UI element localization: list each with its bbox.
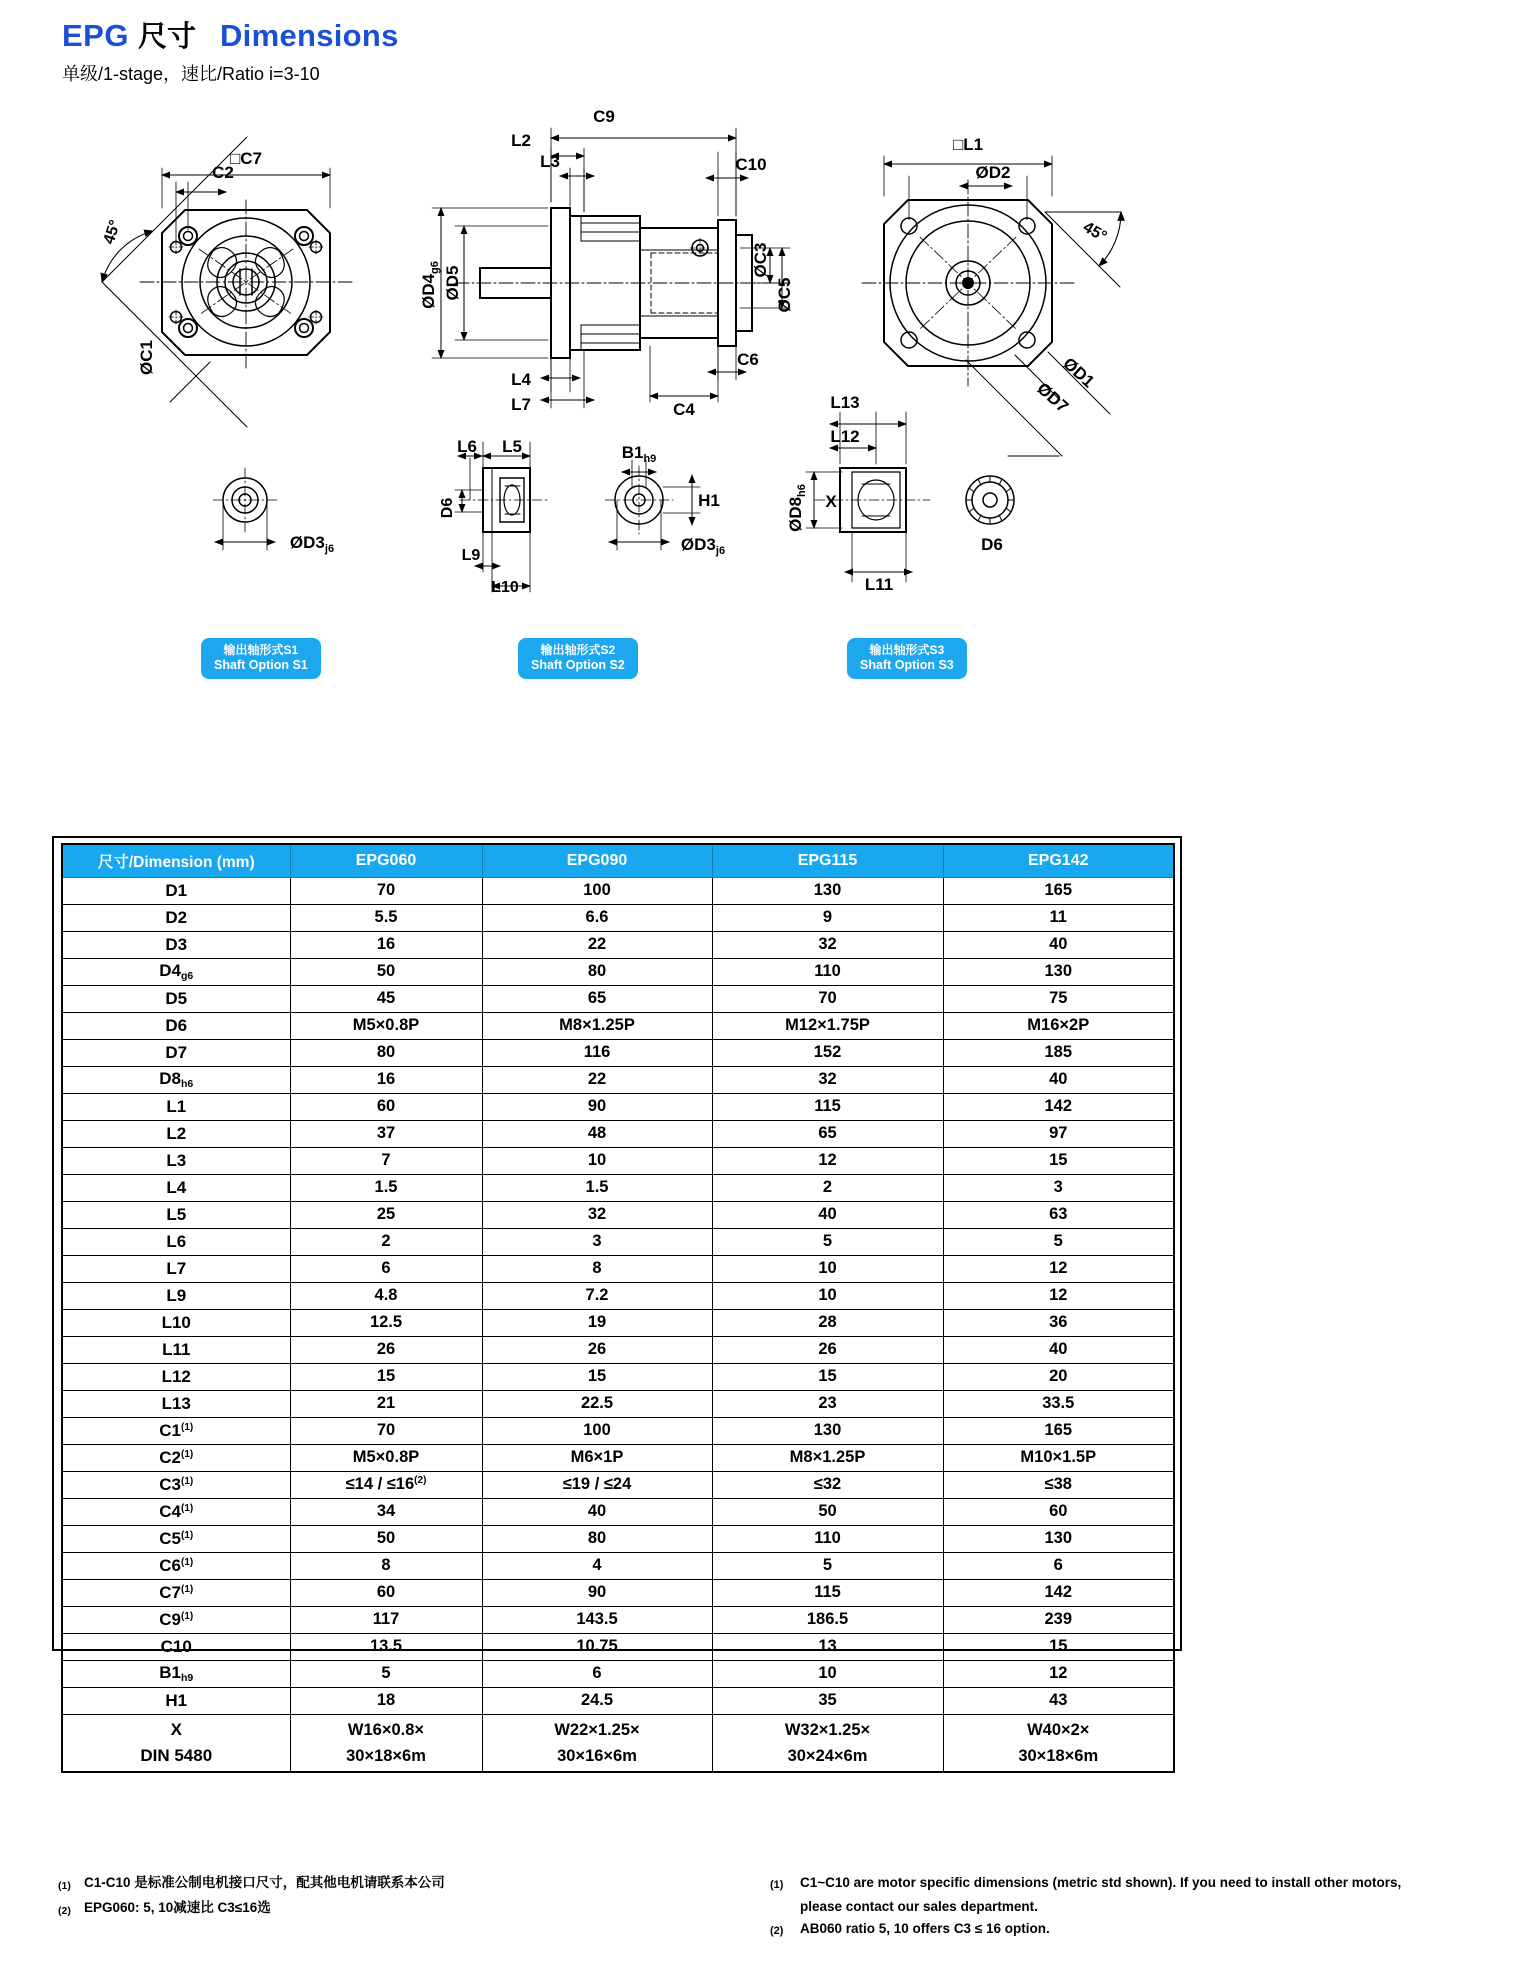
cell-l3-epg060: 7: [290, 1147, 482, 1174]
cell-c5-epg060: 50: [290, 1525, 482, 1552]
row-label-c1: C1$^{(1)}$: [62, 1417, 290, 1444]
drawings-svg: [0, 60, 1536, 640]
cell-c9-epg090: 143.5: [482, 1606, 712, 1633]
cell-c5-epg115: 110: [712, 1525, 943, 1552]
table-row: [62, 904, 1174, 931]
cell-l5-epg060: 25: [290, 1201, 482, 1228]
header-dimension: 尺寸/Dimension (mm): [62, 844, 290, 877]
header-epg142: EPG142: [943, 844, 1174, 877]
cell-l9-epg115: 10: [712, 1282, 943, 1309]
table-row: [62, 1201, 1174, 1228]
cell-h1-epg090: 24.5: [482, 1687, 712, 1714]
technical-drawings: [0, 60, 1536, 640]
footnote-cn-1: [58, 1872, 445, 1897]
cell-l1-epg115: 115: [712, 1093, 943, 1120]
table-row: [62, 1309, 1174, 1336]
cell-l2-epg142: 97: [943, 1120, 1174, 1147]
cell-d3-epg060: 16: [290, 931, 482, 958]
cell-l6-epg142: 5: [943, 1228, 1174, 1255]
row-label-l9: L9: [62, 1282, 290, 1309]
cell-d2-epg060: 5.5: [290, 904, 482, 931]
cell-d5-epg090: 65: [482, 985, 712, 1012]
row-label-c5: C5$^{(1)}$: [62, 1525, 290, 1552]
table-row: [62, 1039, 1174, 1066]
label-c9: C9: [593, 107, 615, 126]
label-c3: ØC3: [751, 242, 770, 278]
cell-c4-epg115: 50: [712, 1498, 943, 1525]
cell-l9-epg142: 12: [943, 1282, 1174, 1309]
label-l9: L9: [461, 547, 481, 564]
cell-c10-epg115: 13: [712, 1633, 943, 1660]
label-h1: H1: [698, 491, 720, 510]
cell-l12-epg142: 20: [943, 1363, 1174, 1390]
label-l6: L6: [457, 437, 477, 456]
cell-d3-epg142: 40: [943, 931, 1174, 958]
cell-c1-epg060: 70: [290, 1417, 482, 1444]
table-row: [62, 1606, 1174, 1633]
page-subtitle: 单级/1-stage，速比/Ratio i=3-10: [62, 64, 320, 84]
row-label-d3: D3: [62, 931, 290, 958]
row-label-l7: L7: [62, 1255, 290, 1282]
cell-l4-epg142: 3: [943, 1174, 1174, 1201]
row-label-d4: $D4_{g6}$: [62, 958, 290, 985]
page-title: [62, 14, 399, 55]
cell-l11-epg090: 26: [482, 1336, 712, 1363]
row-label-d1: D1: [62, 877, 290, 904]
cell-d2-epg115: 9: [712, 904, 943, 931]
label-l11: L11: [864, 575, 894, 594]
badge-s2-cn: 输出轴形式S2: [540, 643, 616, 657]
footnote-cn-2: [58, 1897, 445, 1922]
cell-c7-epg060: 60: [290, 1579, 482, 1606]
cell-d1-epg060: 70: [290, 877, 482, 904]
cell-c3-epg090: ≤19 / ≤24: [482, 1471, 712, 1498]
cell-x-epg090: W22×1.25× 30×16×6m: [482, 1714, 712, 1772]
label-d7: ØD7: [1033, 378, 1073, 417]
label-l5: L5: [502, 437, 522, 456]
cell-c7-epg115: 115: [712, 1579, 943, 1606]
label-d2: ØD2: [975, 163, 1011, 182]
label-l13: L13: [830, 393, 860, 412]
header-epg090: EPG090: [482, 844, 712, 877]
row-label-l3: L3: [62, 1147, 290, 1174]
cell-d8-epg142: 40: [943, 1066, 1174, 1093]
label-c10: C10: [735, 155, 767, 174]
badge-s3-cn: 输出轴形式S3: [869, 643, 945, 657]
shaft-s1-drawing: [213, 468, 277, 550]
table-row: [62, 1525, 1174, 1552]
table-header-row: [62, 844, 1174, 877]
badge-s2-en: Shaft Option S2: [531, 658, 625, 672]
cell-d6-epg090: M8×1.25P: [482, 1012, 712, 1039]
cell-d4-epg115: 110: [712, 958, 943, 985]
row-label-c7: C7$^{(1)}$: [62, 1579, 290, 1606]
cell-h1-epg115: 35: [712, 1687, 943, 1714]
cell-l11-epg142: 40: [943, 1336, 1174, 1363]
cell-l10-epg090: 19: [482, 1309, 712, 1336]
cell-l13-epg090: 22.5: [482, 1390, 712, 1417]
cell-l4-epg060: 1.5: [290, 1174, 482, 1201]
table-row: [62, 931, 1174, 958]
table-row: [62, 1093, 1174, 1120]
cell-d1-epg090: 100: [482, 877, 712, 904]
cell-d3-epg115: 32: [712, 931, 943, 958]
cell-c6-epg090: 4: [482, 1552, 712, 1579]
row-label-l10: L10: [62, 1309, 290, 1336]
label-c6: C6: [737, 350, 759, 369]
cell-c1-epg090: 100: [482, 1417, 712, 1444]
cell-b1-epg142: 12: [943, 1660, 1174, 1687]
cell-b1-epg060: 5: [290, 1660, 482, 1687]
dimensions-table: [61, 843, 1175, 1773]
row-label-l11: L11: [62, 1336, 290, 1363]
cell-x-epg115: W32×1.25× 30×24×6m: [712, 1714, 943, 1772]
cell-d7-epg142: 185: [943, 1039, 1174, 1066]
cell-d7-epg115: 152: [712, 1039, 943, 1066]
label-l2: L2: [511, 131, 531, 150]
cell-l10-epg142: 36: [943, 1309, 1174, 1336]
cell-d3-epg090: 22: [482, 931, 712, 958]
row-label-d7: D7: [62, 1039, 290, 1066]
cell-c6-epg060: 8: [290, 1552, 482, 1579]
row-label-l1: L1: [62, 1093, 290, 1120]
cell-d5-epg142: 75: [943, 985, 1174, 1012]
cell-c2-epg142: M10×1.5P: [943, 1444, 1174, 1471]
cell-c2-epg115: M8×1.25P: [712, 1444, 943, 1471]
header-epg115: EPG115: [712, 844, 943, 877]
label-d3-s1: $ØD3_{j6}$: [289, 533, 335, 555]
shaft-option-badge-s3: [848, 639, 966, 678]
cell-d2-epg142: 11: [943, 904, 1174, 931]
table-row: [62, 985, 1174, 1012]
row-label-b1: $B1_{h9}$: [62, 1660, 290, 1687]
cell-c7-epg090: 90: [482, 1579, 712, 1606]
cell-l3-epg115: 12: [712, 1147, 943, 1174]
label-c2: C2: [212, 163, 234, 182]
row-label-d6: D6: [62, 1012, 290, 1039]
cell-l7-epg060: 6: [290, 1255, 482, 1282]
cell-l1-epg142: 142: [943, 1093, 1174, 1120]
cell-d5-epg060: 45: [290, 985, 482, 1012]
cell-c6-epg115: 5: [712, 1552, 943, 1579]
label-l1: □L1: [952, 135, 984, 154]
cell-c1-epg142: 165: [943, 1417, 1174, 1444]
cell-c9-epg115: 186.5: [712, 1606, 943, 1633]
table-row: [62, 1660, 1174, 1687]
cell-l13-epg115: 23: [712, 1390, 943, 1417]
table-row: [62, 1174, 1174, 1201]
label-c7: □C7: [230, 149, 262, 168]
row-label-l5: L5: [62, 1201, 290, 1228]
cell-d2-epg090: 6.6: [482, 904, 712, 931]
label-d5: ØD5: [443, 265, 462, 301]
cell-l1-epg090: 90: [482, 1093, 712, 1120]
table-row: [62, 1066, 1174, 1093]
footnote-en-1-cont: please contact our sales department.: [800, 1899, 1038, 1914]
cell-c10-epg090: 10.75: [482, 1633, 712, 1660]
table-row: [62, 877, 1174, 904]
cell-d4-epg090: 80: [482, 958, 712, 985]
cell-l11-epg060: 26: [290, 1336, 482, 1363]
table-row: [62, 1012, 1174, 1039]
cell-l3-epg090: 10: [482, 1147, 712, 1174]
label-x-s3: X: [825, 492, 837, 511]
cell-c10-epg060: 13.5: [290, 1633, 482, 1660]
cell-x-epg060: W16×0.8× 30×18×6m: [290, 1714, 482, 1772]
cell-d1-epg115: 130: [712, 877, 943, 904]
cell-d1-epg142: 165: [943, 877, 1174, 904]
cell-c7-epg142: 142: [943, 1579, 1174, 1606]
label-l4: L4: [511, 370, 531, 389]
cell-l5-epg090: 32: [482, 1201, 712, 1228]
table-row: [62, 958, 1174, 985]
row-label-c10: C10: [62, 1633, 290, 1660]
footnotes-chinese: [58, 1872, 445, 1922]
table-row: [62, 1282, 1174, 1309]
row-label-l6: L6: [62, 1228, 290, 1255]
cell-x-epg142: W40×2× 30×18×6m: [943, 1714, 1174, 1772]
cell-c5-epg090: 80: [482, 1525, 712, 1552]
row-label-d2: D2: [62, 904, 290, 931]
table-row: [62, 1120, 1174, 1147]
row-label-l4: L4: [62, 1174, 290, 1201]
table-row: [62, 1714, 1174, 1772]
header-epg060: EPG060: [290, 844, 482, 877]
cell-l3-epg142: 15: [943, 1147, 1174, 1174]
cell-c5-epg142: 130: [943, 1525, 1174, 1552]
cell-c6-epg142: 6: [943, 1552, 1174, 1579]
cell-l7-epg142: 12: [943, 1255, 1174, 1282]
footnote-en-2-text: AB060 ratio 5, 10 offers C3 ≤ 16 option.: [800, 1921, 1050, 1936]
label-b1: $B1_{h9}$: [621, 443, 657, 465]
cell-l7-epg090: 8: [482, 1255, 712, 1282]
cell-c2-epg060: M5×0.8P: [290, 1444, 482, 1471]
badge-s1-cn: 输出轴形式S1: [223, 643, 299, 657]
cell-c3-epg115: ≤32: [712, 1471, 943, 1498]
cell-d7-epg090: 116: [482, 1039, 712, 1066]
cell-c1-epg115: 130: [712, 1417, 943, 1444]
footnote-cn-1-mark: (1): [58, 1880, 71, 1892]
cell-c10-epg142: 15: [943, 1633, 1174, 1660]
footnote-en-2-mark: (2): [770, 1925, 784, 1937]
badge-s3-en: Shaft Option S3: [860, 658, 954, 672]
cell-d8-epg090: 22: [482, 1066, 712, 1093]
label-l3: L3: [540, 152, 560, 171]
label-l10: L10: [491, 579, 519, 596]
label-c4: C4: [673, 400, 695, 419]
cell-l6-epg060: 2: [290, 1228, 482, 1255]
row-label-l13: L13: [62, 1390, 290, 1417]
cell-c9-epg142: 239: [943, 1606, 1174, 1633]
table-row: [62, 1579, 1174, 1606]
shaft-s2-drawing: [455, 442, 700, 592]
table-row: [62, 1228, 1174, 1255]
cell-b1-epg090: 6: [482, 1660, 712, 1687]
shaft-option-badge-s1: [202, 639, 320, 678]
cell-l4-epg090: 1.5: [482, 1174, 712, 1201]
label-d6-s2: D6: [439, 497, 456, 519]
cell-l12-epg060: 15: [290, 1363, 482, 1390]
cell-l10-epg060: 12.5: [290, 1309, 482, 1336]
label-l12: L12: [830, 427, 860, 446]
row-label-c6: C6$^{(1)}$: [62, 1552, 290, 1579]
label-d8: $ØD8_{h6}$: [786, 484, 808, 532]
cell-l10-epg115: 28: [712, 1309, 943, 1336]
footnote-cn-1-text: C1-C10 是标准公制电机接口尺寸，配其他电机请联系本公司: [84, 1875, 445, 1890]
cell-l5-epg142: 63: [943, 1201, 1174, 1228]
cell-c4-epg090: 40: [482, 1498, 712, 1525]
footnote-en-1-mark: (1): [770, 1879, 784, 1891]
cell-d8-epg115: 32: [712, 1066, 943, 1093]
footnote-cn-2-text: EPG060: 5, 10减速比 C3≤16选: [84, 1900, 271, 1915]
table-row: [62, 1552, 1174, 1579]
cell-d7-epg060: 80: [290, 1039, 482, 1066]
label-d6-s3: D6: [981, 535, 1003, 554]
label-45deg-rear: 45°: [1080, 218, 1110, 246]
cell-d5-epg115: 70: [712, 985, 943, 1012]
label-45deg-front: 45°: [100, 217, 125, 247]
cell-l13-epg060: 21: [290, 1390, 482, 1417]
cell-l2-epg060: 37: [290, 1120, 482, 1147]
title-english: Dimensions: [219, 18, 399, 53]
row-label-l2: L2: [62, 1120, 290, 1147]
cell-l7-epg115: 10: [712, 1255, 943, 1282]
footnote-en-2: [770, 1918, 1401, 1942]
cell-c2-epg090: M6×1P: [482, 1444, 712, 1471]
cell-l12-epg115: 15: [712, 1363, 943, 1390]
table-body: [62, 877, 1174, 1772]
cell-h1-epg142: 43: [943, 1687, 1174, 1714]
cell-d4-epg142: 130: [943, 958, 1174, 985]
table-row: [62, 1471, 1174, 1498]
row-label-d5: D5: [62, 985, 290, 1012]
row-label-d8: $D8_{h6}$: [62, 1066, 290, 1093]
label-l7: L7: [511, 395, 531, 414]
brand-label: EPG: [62, 18, 129, 53]
cell-b1-epg115: 10: [712, 1660, 943, 1687]
cell-d6-epg142: M16×2P: [943, 1012, 1174, 1039]
cell-l9-epg090: 7.2: [482, 1282, 712, 1309]
label-c5: ØC5: [775, 277, 794, 313]
cell-c4-epg060: 34: [290, 1498, 482, 1525]
label-d1: ØD1: [1059, 353, 1099, 392]
cell-d6-epg060: M5×0.8P: [290, 1012, 482, 1039]
cell-l2-epg090: 48: [482, 1120, 712, 1147]
rear-view-drawing: [862, 156, 1121, 456]
table-row: [62, 1633, 1174, 1660]
footnote-cn-2-mark: (2): [58, 1905, 71, 1917]
table-row: [62, 1336, 1174, 1363]
shaft-option-badge-s2: [519, 639, 637, 678]
label-d3-s2: $ØD3_{j6}$: [680, 535, 726, 557]
row-label-c3: C3$^{(1)}$: [62, 1471, 290, 1498]
cell-l6-epg115: 5: [712, 1228, 943, 1255]
cell-c3-epg060: $\le 14 / \le 16^{(2)}$: [290, 1471, 482, 1498]
row-label-c9: C9$^{(1)}$: [62, 1606, 290, 1633]
cell-d6-epg115: M12×1.75P: [712, 1012, 943, 1039]
cell-h1-epg060: 18: [290, 1687, 482, 1714]
cell-l6-epg090: 3: [482, 1228, 712, 1255]
cell-l12-epg090: 15: [482, 1363, 712, 1390]
table-row: [62, 1147, 1174, 1174]
cell-l4-epg115: 2: [712, 1174, 943, 1201]
footnote-en-1-text: C1~C10 are motor specific dimensions (metric std shown). If you need to install other motors,: [800, 1875, 1402, 1890]
row-label-x-din5480: X DIN 5480: [62, 1714, 290, 1772]
table-row: [62, 1363, 1174, 1390]
title-chinese: 尺寸: [137, 21, 196, 53]
table-row: [62, 1390, 1174, 1417]
cell-l5-epg115: 40: [712, 1201, 943, 1228]
cell-l11-epg115: 26: [712, 1336, 943, 1363]
cell-l1-epg060: 60: [290, 1093, 482, 1120]
label-c1: ØC1: [137, 340, 156, 375]
row-label-h1: H1: [62, 1687, 290, 1714]
cell-d8-epg060: 16: [290, 1066, 482, 1093]
table-row: [62, 1687, 1174, 1714]
cell-l13-epg142: 33.5: [943, 1390, 1174, 1417]
cell-c9-epg060: 117: [290, 1606, 482, 1633]
cell-l2-epg115: 65: [712, 1120, 943, 1147]
label-d4: $ØD4_{g6}$: [419, 261, 441, 309]
badge-s1-en: Shaft Option S1: [214, 658, 308, 672]
table-row: [62, 1417, 1174, 1444]
cell-d4-epg060: 50: [290, 958, 482, 985]
cell-l9-epg060: 4.8: [290, 1282, 482, 1309]
table-row: [62, 1255, 1174, 1282]
row-label-l12: L12: [62, 1363, 290, 1390]
table-row: [62, 1444, 1174, 1471]
row-label-c2: C2$^{(1)}$: [62, 1444, 290, 1471]
footnotes-english: [770, 1872, 1401, 1942]
cell-c4-epg142: 60: [943, 1498, 1174, 1525]
table-row: [62, 1498, 1174, 1525]
row-label-c4: C4$^{(1)}$: [62, 1498, 290, 1525]
footnote-en-1: [770, 1872, 1401, 1896]
cell-c3-epg142: ≤38: [943, 1471, 1174, 1498]
